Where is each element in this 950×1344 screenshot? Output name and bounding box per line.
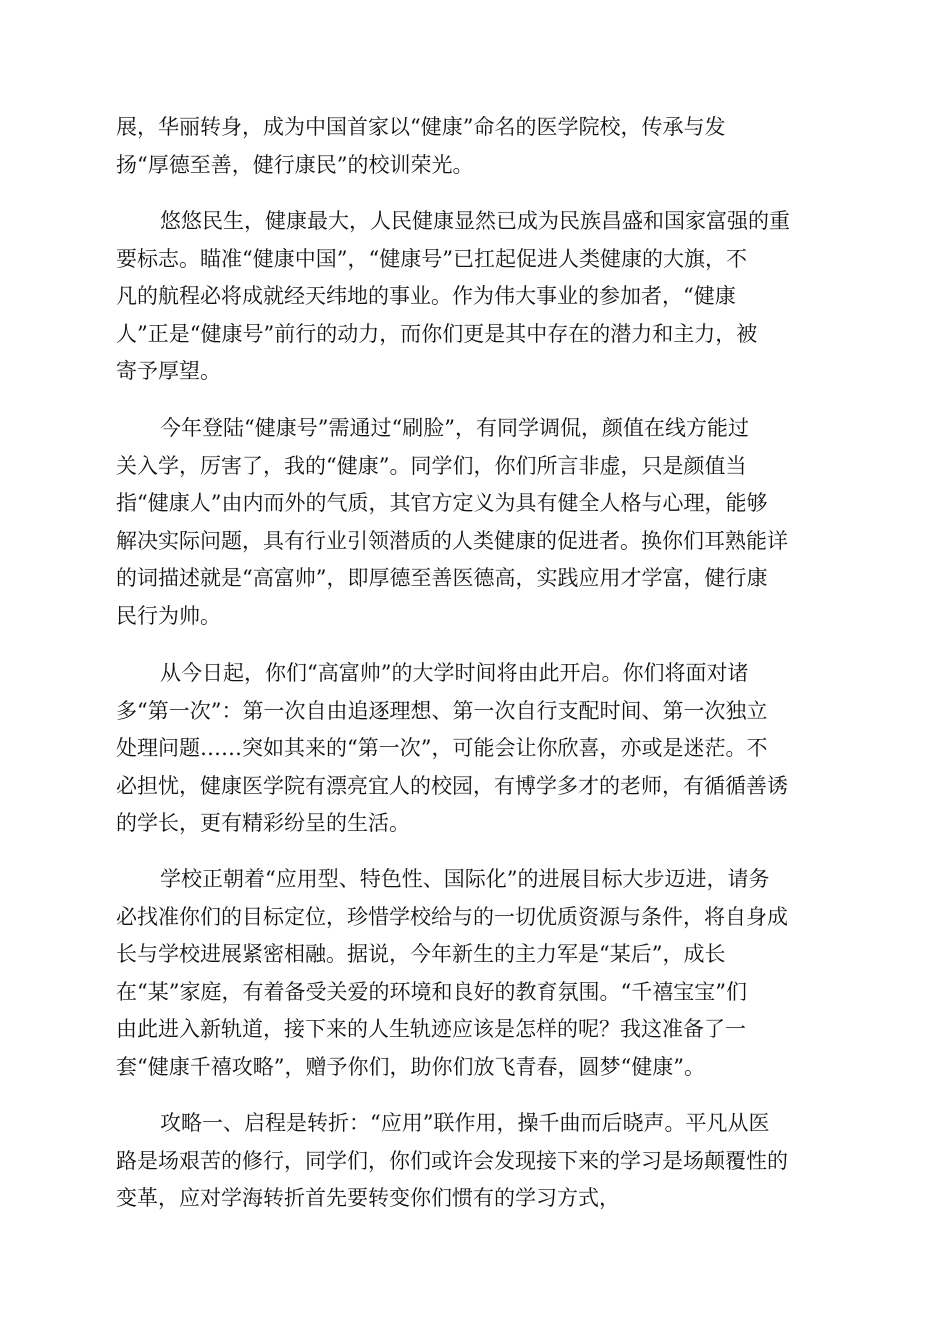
- paragraph-1: [116, 109, 836, 184]
- text-line: 路是场艰苦的修行，同学们，你们或许会发现接下来的学习是场颠覆性的: [116, 1148, 788, 1173]
- text-line: 攻略一、启程是转折：“应用”联作用，操千曲而后晓声。平凡从医: [160, 1111, 770, 1135]
- paragraph-2: [116, 203, 836, 391]
- text-line: 展，华丽转身，成为中国首家以“健康”命名的医学院校，传承与发: [116, 115, 726, 139]
- paragraph-3: [116, 410, 836, 636]
- text-line: 关入学，厉害了，我的“健康”。同学们，你们所言非虚，只是颜值当: [116, 453, 747, 478]
- text-line: 多“第一次”：第一次自由追逐理想、第一次自行支配时间、第一次独立: [116, 698, 768, 723]
- text-line: 民行为帅。: [116, 603, 221, 628]
- text-line: 指“健康人”由内而外的气质，其官方定义为具有健全人格与心理，能够: [116, 491, 768, 516]
- paragraph-4: [116, 655, 836, 843]
- text-line: 从今日起，你们“高富帅”的大学时间将由此开启。你们将面对诸: [160, 661, 749, 685]
- text-line: 寄予厚望。: [116, 359, 221, 384]
- text-line: 的学长，更有精彩纷呈的生活。: [116, 811, 410, 836]
- paragraph-5: [116, 861, 836, 1087]
- text-line: 凡的航程必将成就经天纬地的事业。作为伟大事业的参加者，“健康: [116, 284, 736, 309]
- text-line: 必担忧，健康医学院有漂亮宜人的校园，有博学多才的老师，有循循善诱: [116, 773, 788, 798]
- text-line: 在“某”家庭，有着备受关爱的环境和良好的教育氛围。“千禧宝宝”们: [116, 979, 747, 1004]
- text-line: 人”正是“健康号”前行的动力，而你们更是其中存在的潜力和主力，被: [116, 321, 758, 346]
- paragraph-6: [116, 1105, 836, 1218]
- text-line: 要标志。瞄准“健康中国”，“健康号”已扛起促进人类健康的大旗，不: [116, 246, 747, 271]
- text-line: 学校正朝着“应用型、特色性、国际化”的进展目标大步迈进，请务: [160, 867, 770, 891]
- text-line: 解决实际问题，具有行业引领潜质的人类健康的促进者。换你们耳熟能详: [116, 528, 788, 553]
- text-line: 长与学校进展紧密相融。据说，今年新生的主力军是“某后”，成长: [116, 942, 726, 967]
- text-line: 由此进入新轨道，接下来的人生轨迹应该是怎样的呢？我这准备了一: [116, 1017, 746, 1042]
- text-line: 今年登陆“健康号”需通过“刷脸”，有同学调侃，颜值在线方能过: [160, 416, 749, 440]
- text-line: 的词描述就是“高富帅”，即厚德至善医德高，实践应用才学富，健行康: [116, 566, 768, 591]
- text-line: 扬“厚德至善，健行康民”的校训荣光。: [116, 152, 474, 177]
- text-line: 悠悠民生，健康最大，人民健康显然已成为民族昌盛和国家富强的重: [160, 209, 790, 233]
- text-line: 变革，应对学海转折首先要转变你们惯有的学习方式，: [116, 1186, 620, 1211]
- text-line: 必找准你们的目标定位，珍惜学校给与的一切优质资源与条件，将自身成: [116, 904, 788, 929]
- text-line: 套“健康千禧攻略”，赠予你们，助你们放飞青春，圆梦“健康”。: [116, 1054, 705, 1079]
- text-line: 处理问题……突如其来的“第一次”，可能会让你欣喜，亦或是迷茫。不: [116, 736, 768, 761]
